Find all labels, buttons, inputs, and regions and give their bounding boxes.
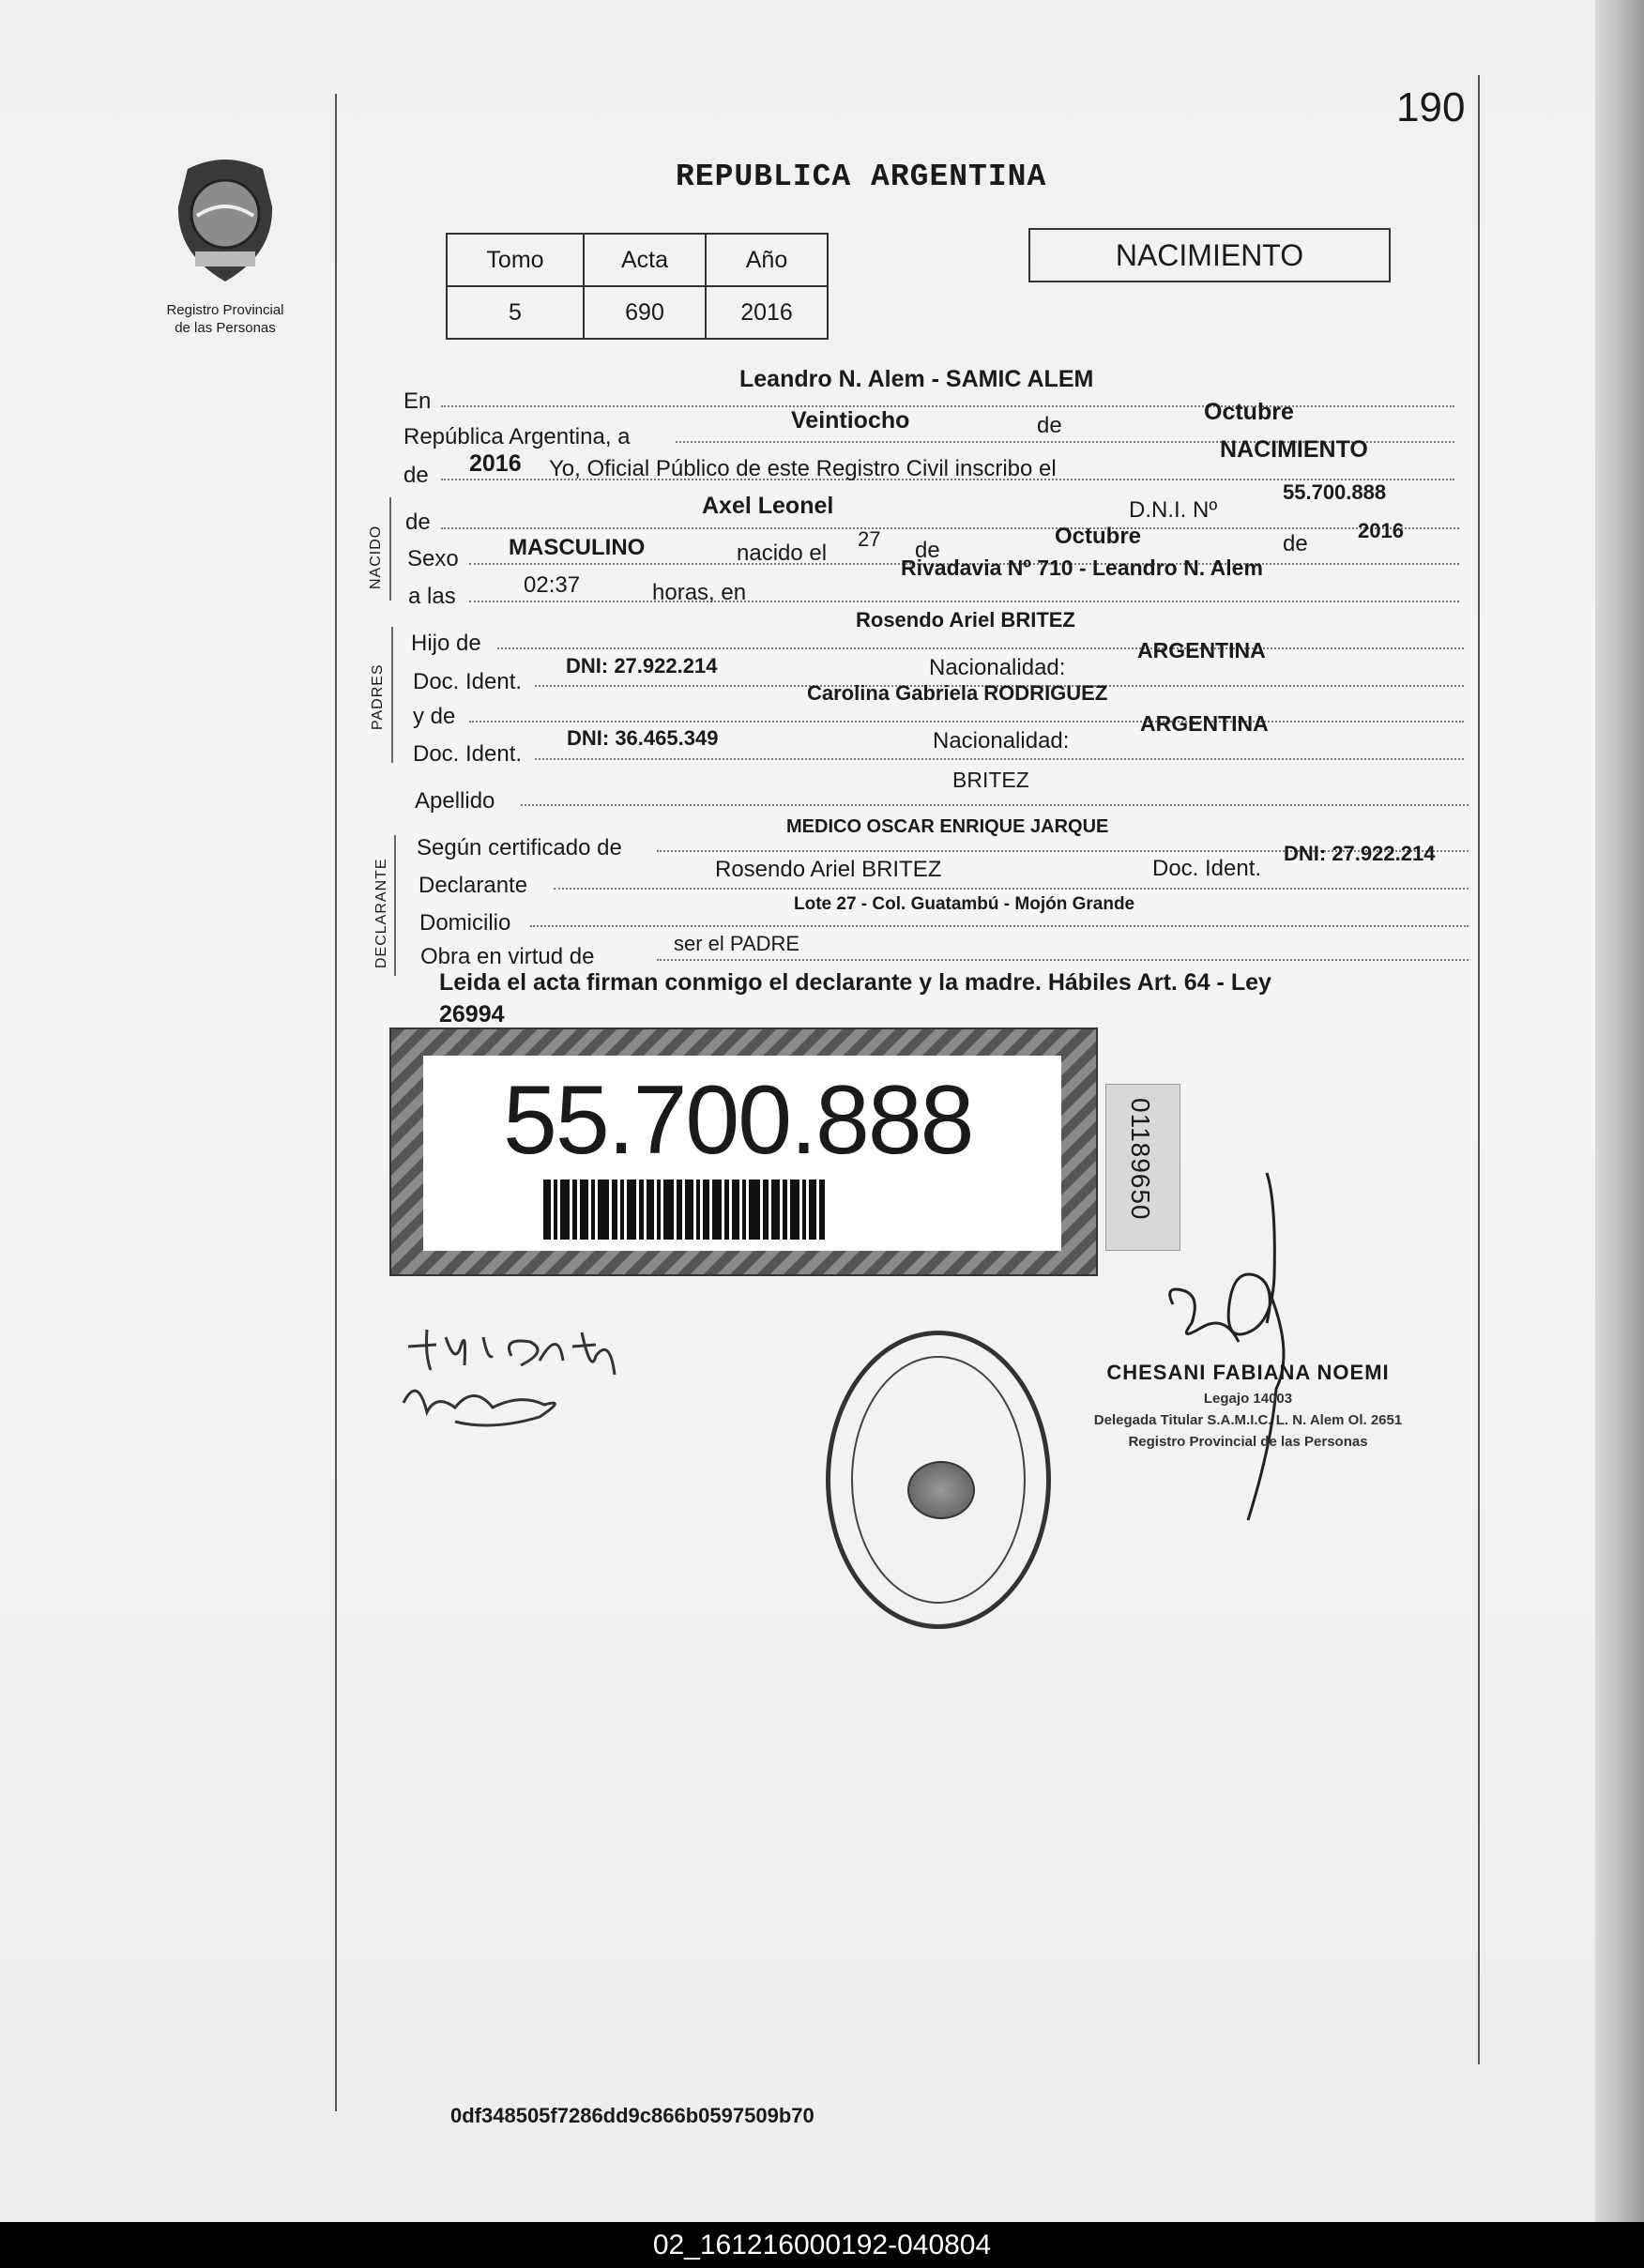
seal-emblem-icon [907, 1461, 975, 1519]
dotted-line [441, 527, 1459, 529]
field-nombre: Axel Leonel [702, 493, 834, 519]
label-nacionalidad-padre: Nacionalidad: [929, 655, 1066, 680]
label-obra: Obra en virtud de [420, 944, 595, 969]
act-type-box: NACIMIENTO [1028, 228, 1391, 282]
right-margin-line [1478, 75, 1480, 2064]
field-padre: Rosendo Ariel BRITEZ [856, 608, 1075, 632]
page-number: 190 [1396, 84, 1466, 130]
label-declarante: Declarante [419, 873, 528, 898]
field-declarante: Rosendo Ariel BRITEZ [715, 857, 942, 882]
footer-id: 02_161216000192-040804 [652, 2230, 992, 2260]
barcode [543, 1180, 956, 1240]
field-lugar: Leandro N. Alem - SAMIC ALEM [739, 366, 1094, 392]
footer-bar [0, 2222, 1644, 2268]
section-divider [394, 835, 396, 976]
label-apellido: Apellido [415, 788, 495, 814]
dotted-line [535, 758, 1464, 760]
label-de-mes: de [915, 538, 940, 563]
label-de-nombre: de [405, 510, 431, 535]
dotted-line [441, 405, 1454, 407]
table-cell: 690 [584, 286, 706, 339]
section-divider [389, 497, 391, 601]
dotted-line [521, 804, 1469, 806]
official-signature [1135, 1164, 1361, 1530]
label-oficial: Yo, Oficial Público de este Registro Civil inscribo el [549, 456, 1057, 481]
label-a-las: a las [408, 584, 456, 609]
field-padre-doc: DNI: 27.922.214 [566, 654, 718, 677]
id-sticker [389, 1027, 1098, 1276]
sticker-label [423, 1056, 1061, 1251]
label-doc-ident-madre: Doc. Ident. [413, 741, 523, 767]
register-table [446, 233, 829, 340]
label-nacido-el: nacido el [737, 540, 828, 566]
official-legajo: Legajo 14003 [1203, 1391, 1293, 1407]
field-padre-nac: ARGENTINA [1137, 638, 1266, 662]
official-cargo: Delegada Titular S.A.M.I.C. L. N. Alem Ol. 2651 [1093, 1412, 1403, 1428]
page-edge [1595, 0, 1644, 2222]
table-row [447, 286, 828, 339]
table-header: Año [706, 234, 828, 286]
label-de-year: de [403, 463, 429, 488]
seal-ring [851, 1356, 1026, 1604]
label-doc-ident-declarante: Doc. Ident. [1152, 856, 1262, 881]
label-nacionalidad-madre: Nacionalidad: [933, 728, 1070, 753]
field-hora: 02:37 [524, 572, 581, 598]
field-dni: 55.700.888 [1283, 480, 1387, 504]
label-y-de: y de [413, 704, 456, 729]
field-madre-nac: ARGENTINA [1140, 711, 1269, 736]
table-cell: 2016 [706, 286, 828, 339]
field-anio: 2016 [469, 450, 522, 477]
sticker-serial: 01189650 [1126, 1098, 1155, 1221]
label-segun: Según certificado de [417, 835, 622, 860]
section-divider [391, 627, 393, 763]
official-name: CHESANI FABIANA NOEMI [1106, 1361, 1390, 1384]
dotted-line [469, 721, 1464, 723]
field-sexo: MASCULINO [509, 535, 646, 560]
field-madre-doc: DNI: 36.465.349 [567, 726, 719, 750]
field-acto: NACIMIENTO [1220, 436, 1368, 463]
field-nac-anio: 2016 [1358, 519, 1404, 542]
field-nac-dia: 27 [858, 527, 881, 551]
label-hijo-de: Hijo de [411, 631, 481, 656]
section-label-declarante: DECLARANTE [373, 858, 389, 968]
field-domicilio: Lote 27 - Col. Guatambú - Mojón Grande [794, 894, 1135, 914]
label-de: de [1037, 413, 1062, 438]
dotted-line [497, 647, 1464, 649]
field-nac-mes: Octubre [1055, 524, 1142, 549]
field-declarante-doc: DNI: 27.922.214 [1284, 842, 1436, 865]
dotted-line [530, 925, 1469, 927]
field-domicilio-nac: Rivadavia Nº 710 - Leandro N. Alem [901, 556, 1263, 580]
dotted-line [657, 959, 1469, 961]
label-de-anio: de [1283, 531, 1308, 556]
dotted-line [469, 601, 1459, 602]
label-horas-en: horas, en [652, 580, 747, 605]
field-apellido: BRITEZ [952, 768, 1029, 792]
dotted-line [554, 888, 1469, 890]
label-doc-ident-padre: Doc. Ident. [413, 669, 523, 694]
province-seal-icon [160, 150, 291, 291]
label-republica: República Argentina, a [403, 424, 631, 449]
closing-statement: Leida el acta firman conmigo el declarante y la madre. Hábiles Art. 64 - Ley 26994 [439, 969, 1271, 1027]
sticker-number: 55.700.888 [503, 1066, 973, 1175]
left-margin-line [335, 94, 337, 2111]
table-header: Acta [584, 234, 706, 286]
logo-caption: Registro Provincial de las Personas [166, 302, 284, 336]
table-cell: 5 [447, 286, 584, 339]
document-hash: 0df348505f7286dd9c866b0597509b70 [450, 2104, 814, 2127]
section-label-padres: PADRES [370, 663, 386, 730]
label-dni: D.N.I. Nº [1129, 497, 1218, 523]
field-certificado: MEDICO OSCAR ENRIQUE JARQUE [786, 816, 1109, 837]
field-madre: Carolina Gabriela RODRIGUEZ [807, 681, 1108, 705]
field-mes: Octubre [1204, 399, 1294, 425]
table-header: Tomo [447, 234, 584, 286]
field-dia: Veintiocho [791, 407, 910, 434]
official-seal [826, 1331, 1051, 1629]
label-sexo: Sexo [407, 546, 459, 571]
official-registro: Registro Provincial de las Personas [1128, 1434, 1368, 1450]
label-domicilio: Domicilio [419, 910, 511, 936]
table-row [447, 234, 828, 286]
section-label-nacido: NACIDO [368, 525, 384, 589]
official-block [1079, 1361, 1417, 1450]
declarant-signature [399, 1318, 643, 1440]
label-en: En [403, 388, 432, 414]
registry-logo [150, 150, 300, 337]
document-title: REPUBLICA ARGENTINA [676, 160, 1047, 194]
field-obra: ser el PADRE [674, 932, 800, 955]
